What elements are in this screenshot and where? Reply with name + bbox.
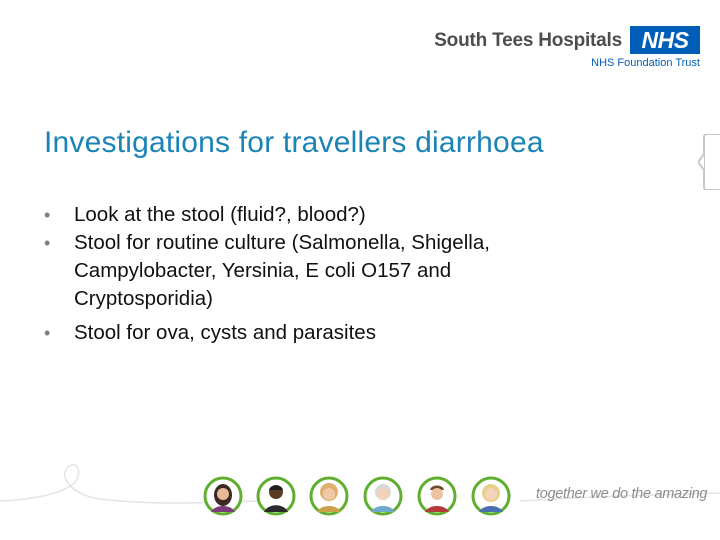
person-icon [417, 476, 457, 516]
bullet-list [40, 201, 680, 347]
bullet-line: Cryptosporidia) [74, 287, 213, 310]
edge-arrow-icon [698, 134, 720, 190]
nhs-mark: NHS [630, 26, 700, 54]
bullet-line: Campylobacter, Yersinia, E coli O157 and [74, 259, 452, 282]
bullet-item [40, 229, 680, 313]
nhs-trust-logo [400, 22, 700, 72]
bullet-line: Stool for ova, cysts and parasites [74, 321, 376, 344]
bullet-dot-icon: • [44, 205, 51, 225]
tagline: together we do the amazing [536, 486, 708, 502]
person-icon [471, 476, 511, 516]
person-icon [256, 476, 296, 516]
slide-title: Investigations for travellers diarrhoea [44, 126, 544, 159]
logo-org-name: South Tees Hospitals [434, 30, 622, 51]
bullet-dot-icon: • [44, 323, 51, 343]
people-row [203, 476, 523, 520]
logo-trust-name: NHS Foundation Trust [591, 57, 700, 69]
person-icon [203, 476, 243, 516]
bullet-line: Look at the stool (fluid?, blood?) [74, 203, 366, 226]
bullet-item [40, 319, 680, 347]
bullet-dot-icon: • [44, 233, 51, 253]
person-icon [309, 476, 349, 516]
bullet-line: Stool for routine culture (Salmonella, Shigella, [74, 231, 490, 254]
bullet-item [40, 201, 680, 229]
person-icon [363, 476, 403, 516]
